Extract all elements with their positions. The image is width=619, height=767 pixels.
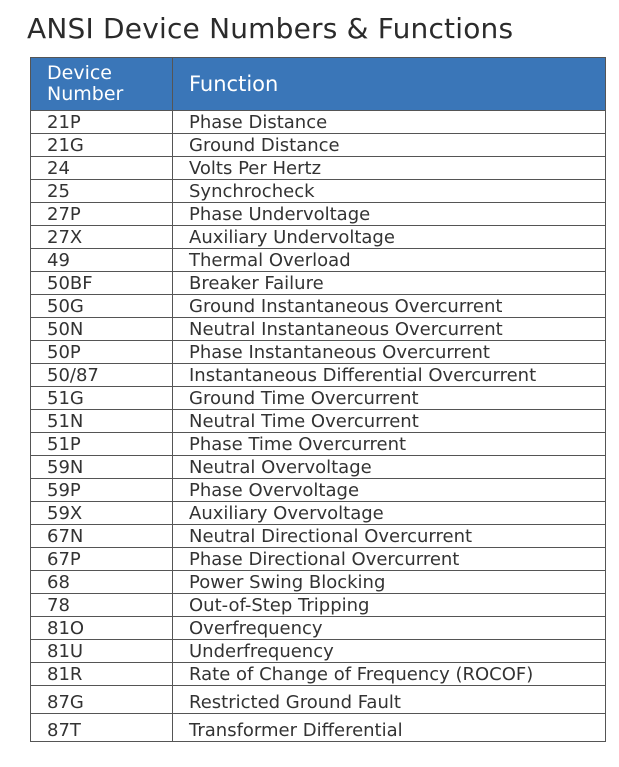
device-number-cell: 49: [31, 249, 173, 272]
device-number-cell: 81U: [31, 640, 173, 663]
table-row: [31, 203, 606, 226]
page-title: ANSI Device Numbers & Functions: [27, 12, 514, 45]
ansi-device-table: [30, 57, 606, 742]
table-row: [31, 640, 606, 663]
table-row: [31, 617, 606, 640]
function-cell: Auxiliary Overvoltage: [173, 502, 606, 525]
function-cell: Out-of-Step Tripping: [173, 594, 606, 617]
function-cell: Neutral Overvoltage: [173, 456, 606, 479]
function-cell: Breaker Failure: [173, 272, 606, 295]
table-row: [31, 571, 606, 594]
device-number-cell: 81R: [31, 663, 173, 686]
table-row: [31, 341, 606, 364]
table-row: [31, 157, 606, 180]
function-cell: Instantaneous Differential Overcurrent: [173, 364, 606, 387]
table-row: [31, 318, 606, 341]
table-row: [31, 180, 606, 203]
table-row: [31, 594, 606, 617]
function-cell: Neutral Instantaneous Overcurrent: [173, 318, 606, 341]
device-number-cell: 21P: [31, 111, 173, 134]
table-row: [31, 714, 606, 742]
table-row: [31, 134, 606, 157]
table-row: [31, 502, 606, 525]
function-cell: Ground Time Overcurrent: [173, 387, 606, 410]
table-row: [31, 226, 606, 249]
function-cell: Phase Distance: [173, 111, 606, 134]
device-number-cell: 51G: [31, 387, 173, 410]
table-row: [31, 525, 606, 548]
function-cell: Overfrequency: [173, 617, 606, 640]
function-header: Function: [173, 58, 606, 111]
device-number-cell: 24: [31, 157, 173, 180]
device-number-cell: 67P: [31, 548, 173, 571]
table-row: [31, 249, 606, 272]
device-number-cell: 25: [31, 180, 173, 203]
function-cell: Neutral Time Overcurrent: [173, 410, 606, 433]
function-cell: Volts Per Hertz: [173, 157, 606, 180]
table-row: [31, 663, 606, 686]
function-cell: Auxiliary Undervoltage: [173, 226, 606, 249]
device-number-cell: 87T: [31, 714, 173, 742]
device-number-cell: 50N: [31, 318, 173, 341]
table-row: [31, 479, 606, 502]
function-cell: Restricted Ground Fault: [173, 686, 606, 714]
function-cell: Phase Overvoltage: [173, 479, 606, 502]
function-cell: Phase Directional Overcurrent: [173, 548, 606, 571]
function-cell: Transformer Differential: [173, 714, 606, 742]
device-number-cell: 59N: [31, 456, 173, 479]
device-number-cell: 27X: [31, 226, 173, 249]
function-cell: Synchrocheck: [173, 180, 606, 203]
table-row: [31, 456, 606, 479]
function-cell: Phase Instantaneous Overcurrent: [173, 341, 606, 364]
device-number-cell: 50P: [31, 341, 173, 364]
device-number-cell: 81O: [31, 617, 173, 640]
table-row: [31, 686, 606, 714]
function-cell: Thermal Overload: [173, 249, 606, 272]
device-number-cell: 78: [31, 594, 173, 617]
device-number-cell: 51P: [31, 433, 173, 456]
function-cell: Ground Distance: [173, 134, 606, 157]
table-row: [31, 433, 606, 456]
device-number-cell: 50G: [31, 295, 173, 318]
device-number-cell: 87G: [31, 686, 173, 714]
function-cell: Power Swing Blocking: [173, 571, 606, 594]
function-cell: Phase Undervoltage: [173, 203, 606, 226]
device-number-cell: 27P: [31, 203, 173, 226]
device-number-cell: 51N: [31, 410, 173, 433]
table-row: [31, 410, 606, 433]
function-cell: Ground Instantaneous Overcurrent: [173, 295, 606, 318]
device-number-cell: 50/87: [31, 364, 173, 387]
table-row: [31, 272, 606, 295]
function-cell: Rate of Change of Frequency (ROCOF): [173, 663, 606, 686]
device-number-cell: 50BF: [31, 272, 173, 295]
device-number-cell: 67N: [31, 525, 173, 548]
device-number-cell: 21G: [31, 134, 173, 157]
table-row: [31, 364, 606, 387]
table-body: [31, 111, 606, 742]
table-row: [31, 111, 606, 134]
device-number-cell: 68: [31, 571, 173, 594]
function-cell: Underfrequency: [173, 640, 606, 663]
device-number-cell: 59X: [31, 502, 173, 525]
table-row: [31, 295, 606, 318]
device-number-cell: 59P: [31, 479, 173, 502]
table-row: [31, 387, 606, 410]
table-header-row: [31, 58, 606, 111]
device-number-header: Device Number: [31, 58, 173, 111]
function-cell: Neutral Directional Overcurrent: [173, 525, 606, 548]
function-cell: Phase Time Overcurrent: [173, 433, 606, 456]
table-row: [31, 548, 606, 571]
